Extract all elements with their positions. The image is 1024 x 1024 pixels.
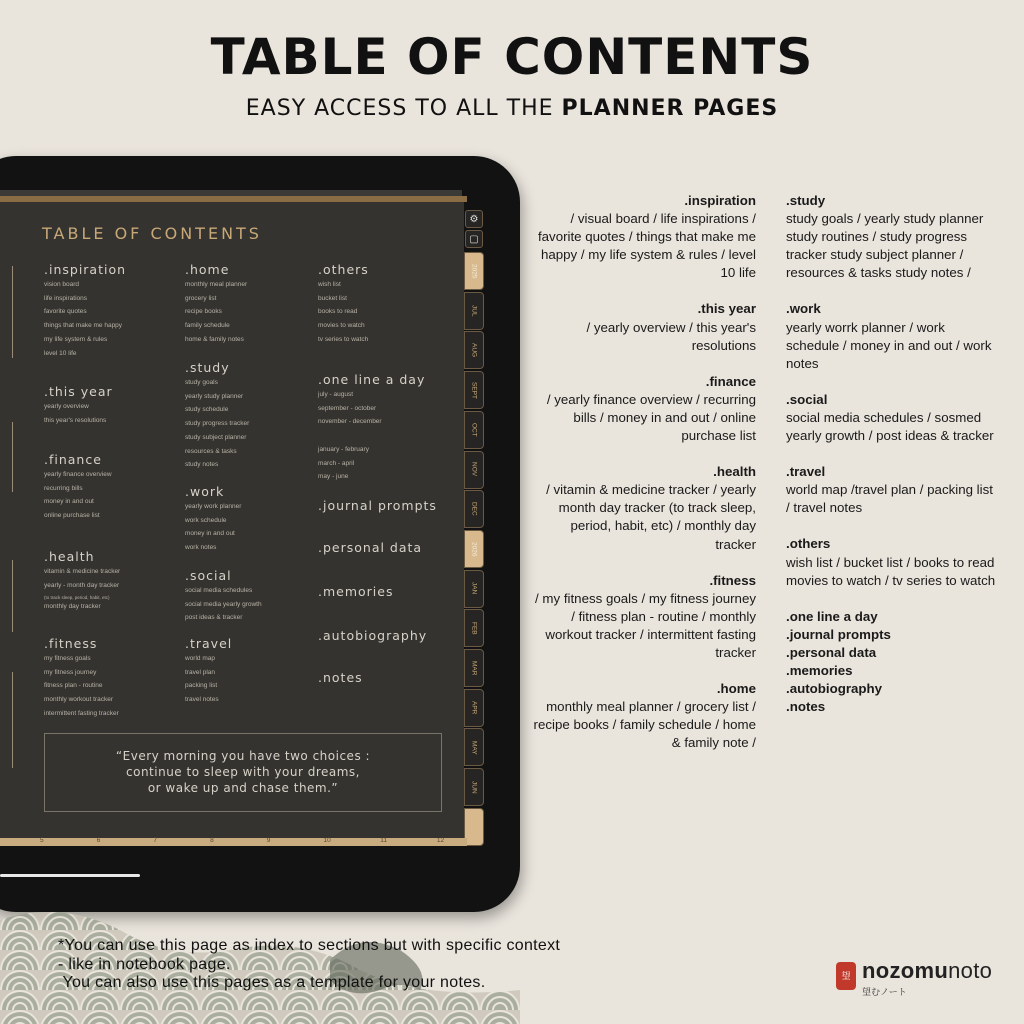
tab-apr[interactable]: APR [464,689,484,727]
description-body: wish list / bucket list / books to read movies to watch / tv series to watch [786,554,996,588]
description-block [530,680,756,752]
section-heading[interactable]: .study [185,360,230,375]
footnote-line: - like in notebook page. [58,955,231,973]
tab-may[interactable]: MAY [464,728,484,766]
description-right-column [786,192,996,716]
section-item[interactable]: post ideas & tracker [185,614,243,622]
section-item[interactable]: bucket list [318,294,347,302]
bottom-number-bar [0,838,467,846]
description-block [530,192,756,282]
tablet-screen [0,190,479,846]
subtitle-bold: PLANNER PAGES [561,96,779,121]
divider-line [12,266,13,358]
bottom-number[interactable]: 7 [153,837,158,844]
footnote-line: You can also use this pages as a template for your notes. [58,974,486,991]
section-heading[interactable]: .memories [318,584,394,599]
description-block [786,463,996,517]
section-item[interactable]: yearly overview [44,403,89,410]
description-heading: .study [786,193,826,208]
section-item[interactable]: study schedule [185,406,229,414]
logo-name-light: noto [948,958,993,983]
description-body: / my fitness goals / my fitness journey / fitness plan - routine / monthly workout tracker / intermittent fasting tracker [535,590,756,660]
description-left-column [530,192,756,770]
section-item[interactable]: work notes [185,544,217,552]
section-item[interactable]: march - april [318,459,355,467]
bottom-number[interactable]: 8 [210,837,214,844]
section-item[interactable]: grocery list [185,294,217,302]
section-item[interactable]: monthly meal planner [185,281,248,288]
tab-jul[interactable]: JUL [464,292,484,330]
section-heading[interactable]: .others [318,262,369,277]
description-block [786,300,996,372]
section-item[interactable]: travel plan [185,668,215,676]
tab-nov[interactable]: NOV [464,451,484,489]
bold-section-name: .memories [786,662,853,678]
description-body: world map /travel plan / packing list / travel notes [786,482,993,516]
description-heading: .travel [786,464,826,480]
bold-section-name: .notes [786,699,826,715]
section-item[interactable]: november - december [318,418,382,426]
quote-line: or wake up and chase them.” [147,781,339,795]
section-item[interactable]: yearly study planner [185,392,244,400]
section-heading[interactable]: .this year [44,384,113,399]
description-block [786,391,996,445]
section-item[interactable]: vision board [44,281,80,288]
quote-line: “Every morning you have two choices : [115,749,371,763]
description-body: social media schedules / sosmed yearly growth / post ideas & tracker [786,409,994,444]
section-heading[interactable]: .finance [44,452,102,467]
description-block [530,572,756,662]
bottom-number[interactable]: 10 [323,837,331,844]
description-heading: .fitness [709,572,756,588]
subtitle-regular: EASY ACCESS TO ALL THE [245,96,562,121]
divider-line [12,422,13,492]
section-item[interactable]: recipe books [185,308,222,316]
section-item[interactable]: study progress tracker [185,420,250,428]
home-indicator[interactable] [0,874,140,877]
section-item[interactable]: money in and out [185,530,235,538]
description-heading: .inspiration [684,193,756,208]
section-item[interactable]: my fitness goals [44,655,91,662]
logo-name-bold: nozomu [862,958,949,983]
section-heading[interactable]: .autobiography [318,628,428,643]
section-item[interactable]: my fitness journey [44,668,97,676]
section-heading[interactable]: .travel [185,636,233,651]
section-item[interactable]: september - october [318,404,377,412]
bottom-number[interactable]: 9 [266,837,271,844]
description-body: study goals / yearly study planner study routines / study progress tracker study subject planner / resources & tasks study notes / [786,211,984,281]
bold-section-name: .autobiography [786,681,883,697]
quote-box [44,733,442,812]
section-item[interactable]: tv series to watch [318,335,369,343]
bottom-number[interactable]: 12 [436,837,445,844]
divider-line [12,672,13,768]
description-body: yearly worrk planner / work schedule / money in and out / work notes [786,319,992,371]
section-item[interactable]: july - august [318,391,354,398]
settings-icon[interactable]: ⚙ [465,210,483,228]
section-heading[interactable]: .home [185,262,230,277]
tab-jun[interactable]: JUN [464,768,484,806]
bold-section-name: .journal prompts [786,626,891,642]
section-heading[interactable]: .journal prompts [318,498,437,513]
section-heading[interactable]: .health [44,549,95,564]
section-item[interactable]: monthly workout tracker [44,696,113,704]
logo-mark-icon: 望 [836,962,856,990]
bold-section-name: .personal data [786,644,877,660]
section-item[interactable]: packing list [185,682,218,690]
tab-aug[interactable]: AUG [464,331,484,369]
description-block [786,192,996,282]
logo-subtitle: 望むノート [862,987,907,997]
tab-sept[interactable]: SEPT [464,371,484,409]
section-item[interactable]: social media yearly growth [185,600,262,608]
description-body: / visual board / life inspirations / favorite quotes / things that make me happy / my life system & rules / level 10 life [537,211,756,281]
description-heading: .others [786,536,831,552]
section-item[interactable]: resources & tasks [185,447,237,455]
tab-2025[interactable]: 2025 [464,252,484,290]
section-heading[interactable]: .personal data [318,540,423,555]
section-heading[interactable]: .notes [318,670,363,685]
section-item[interactable]: favorite quotes [44,308,87,316]
section-item[interactable]: online purchase list [44,512,100,520]
tab-feb[interactable]: FEB [464,609,484,647]
bottom-number[interactable]: 5 [40,837,44,844]
section-item[interactable]: intermittent fasting tracker [44,709,119,717]
section-item[interactable]: home & family notes [185,335,244,343]
section-item[interactable]: yearly - month day tracker [44,581,120,589]
footnote [58,937,778,993]
description-heading: .home [716,681,756,697]
description-block [530,373,756,445]
section-heading[interactable]: .fitness [44,636,98,651]
section-item[interactable]: money in and out [44,498,94,506]
section-item[interactable]: things that make me happy [44,322,123,330]
footnote-line: *You can use this page as index to sections but with specific context [58,937,561,954]
description-heading: .social [786,391,828,407]
planner-page-title: TABLE OF CONTENTS [42,224,262,243]
section-item[interactable]: books to read [318,308,358,316]
section-heading[interactable]: .inspiration [44,262,127,277]
section-item[interactable]: social media schedules [185,587,253,594]
section-item[interactable]: work schedule [185,516,227,524]
section-item[interactable]: vitamin & medicine tracker [44,568,121,575]
brand-logo [836,958,996,998]
tab-dec[interactable]: DEC [464,490,484,528]
description-heading: .this year [697,301,756,317]
divider-line [12,560,13,632]
section-item[interactable]: recurring bills [44,484,83,492]
section-item[interactable]: travel notes [185,696,219,704]
section-heading[interactable]: .social [185,568,232,583]
tab-oct[interactable]: OCT [464,411,484,449]
section-item[interactable]: fitness plan - routine [44,682,103,690]
tab-jan[interactable]: JAN [464,570,484,608]
page-subtitle [0,96,1024,121]
section-item[interactable]: study subject planner [185,433,247,441]
description-body: / yearly overview / this year's resolutions [586,319,756,353]
description-body: / vitamin & medicine tracker / yearly month day tracker (to track sleep, period, habit, etc) / monthly day tracker [546,482,756,552]
description-block [786,535,996,589]
bold-section-name: .one line a day [786,608,878,624]
section-item[interactable]: study notes [185,461,219,469]
bottom-number[interactable]: 6 [96,837,101,844]
section-item[interactable]: level 10 life [44,349,77,357]
section-item[interactable]: monthly day tracker [44,603,101,611]
section-item[interactable]: january - february [318,445,369,453]
tab-blank[interactable] [464,808,484,846]
section-heading[interactable]: .work [185,484,225,499]
section-item[interactable]: (to track sleep, period, habit, etc) [44,595,110,601]
quote-line: continue to sleep with your dreams, [126,765,360,779]
tab-mar[interactable]: MAR [464,649,484,687]
tablet-device [0,156,520,912]
section-item[interactable]: study goals [185,379,218,386]
description-heading: .health [713,464,756,480]
section-item[interactable]: world map [185,655,215,662]
section-item[interactable]: movies to watch [318,322,365,330]
description-block [530,300,756,354]
page-icon[interactable]: ▢ [465,230,483,248]
bottom-number[interactable]: 11 [380,837,387,844]
description-body: monthly meal planner / grocery list / recipe books / family schedule / home & family note / [533,699,756,751]
tab-2026[interactable]: 2026 [464,530,484,568]
section-item[interactable]: life inspirations [44,294,87,302]
description-heading: .work [786,301,821,317]
section-item[interactable]: my life system & rules [44,335,108,343]
section-item[interactable]: this year's resolutions [44,416,107,424]
section-item[interactable]: yearly work planner [185,503,242,510]
logo-name [862,958,992,984]
description-block [530,463,756,553]
section-item[interactable]: family schedule [185,322,230,330]
description-heading: .finance [705,373,756,389]
section-item[interactable]: may - june [318,473,349,481]
section-heading[interactable]: .one line a day [318,372,426,387]
description-body: / yearly finance overview / recurring bills / money in and out / online purchase list [546,391,756,444]
planner-page [0,202,464,838]
section-item[interactable]: yearly finance overview [44,471,112,478]
page-title: TABLE OF CONTENTS [210,28,814,86]
section-item[interactable]: wish list [318,281,341,288]
